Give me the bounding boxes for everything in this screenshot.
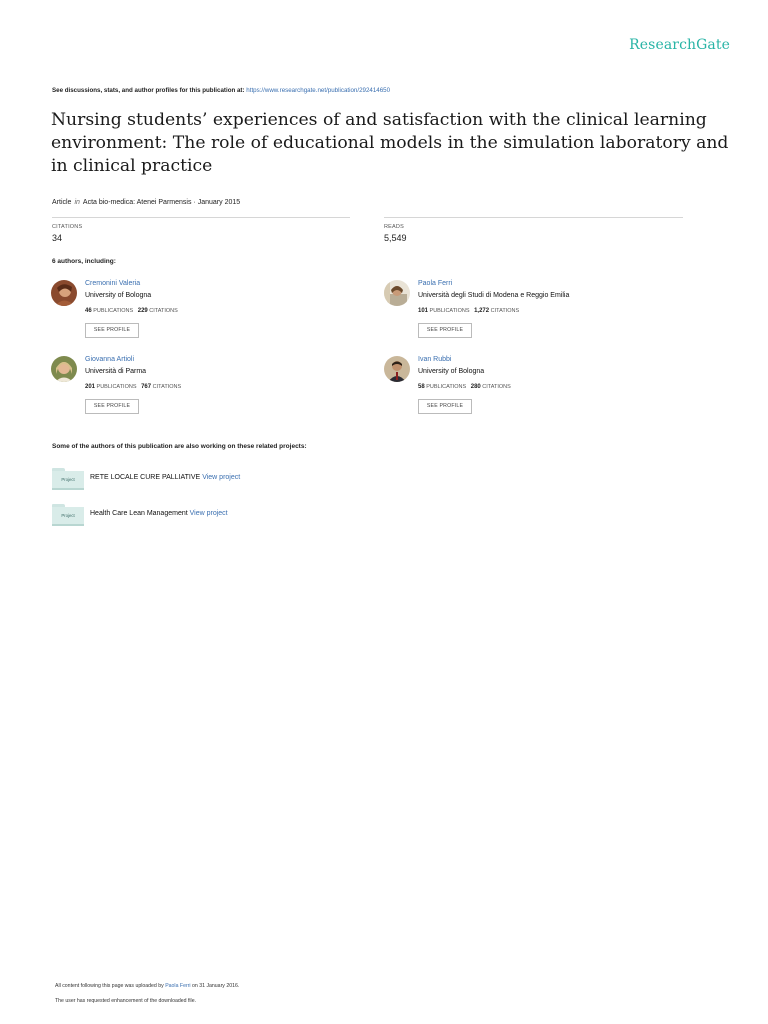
author-institution: University of Bologna — [85, 292, 152, 299]
avatar[interactable] — [51, 356, 77, 382]
see-profile-button[interactable]: SEE PROFILE — [418, 399, 472, 414]
citations-label: CITATIONS — [482, 384, 511, 390]
project-text — [90, 474, 240, 481]
project-name: RETE LOCALE CURE PALLIATIVE — [90, 474, 201, 481]
uploaded-suffix: on 31 January 2016. — [192, 983, 240, 989]
related-projects-heading: Some of the authors of this publication are also working on these related projects: — [52, 443, 307, 450]
see-profile-button[interactable]: SEE PROFILE — [418, 323, 472, 338]
meta-in: in — [74, 199, 80, 206]
citations-label: CITATIONS — [152, 384, 182, 390]
citations-value: 34 — [52, 233, 63, 243]
author-name-link[interactable]: Giovanna Artioli — [85, 356, 135, 363]
reads-label: READS — [384, 224, 404, 230]
reads-divider — [384, 217, 683, 218]
journal-name: Acta bio-medica: Atenei Parmensis — [82, 199, 192, 206]
see-discussions-line — [52, 87, 390, 94]
uploaded-prefix: All content following this page was uploaded by — [55, 983, 164, 989]
author-stats — [85, 308, 178, 314]
project-item — [52, 504, 552, 528]
citations-count: 280 — [470, 384, 481, 390]
project-text — [90, 510, 228, 517]
publications-count: 201 — [85, 384, 96, 390]
article-type: Article — [52, 199, 72, 206]
meta-separator: · — [193, 199, 196, 206]
citations-label: CITATIONS — [149, 308, 178, 314]
publication-meta — [52, 199, 240, 206]
citations-label: CITATIONS — [52, 224, 83, 230]
author-stats — [418, 308, 519, 314]
project-folder-icon — [52, 468, 84, 490]
project-folder-icon — [52, 504, 84, 526]
publications-label: PUBLICATIONS — [429, 308, 470, 314]
view-project-link[interactable]: View project — [189, 510, 228, 517]
author-card — [51, 280, 351, 350]
uploader-link[interactable]: Paola Ferri — [165, 983, 191, 989]
project-icon-label: Project — [52, 507, 84, 526]
see-profile-button[interactable]: SEE PROFILE — [85, 399, 139, 414]
enhancement-note: The user has requested enhancement of the downloaded file. — [55, 998, 197, 1004]
avatar[interactable] — [51, 280, 77, 306]
publications-count: 101 — [418, 308, 429, 314]
project-item — [52, 468, 552, 492]
citations-count: 767 — [141, 384, 152, 390]
see-profile-button[interactable]: SEE PROFILE — [85, 323, 139, 338]
publications-label: PUBLICATIONS — [96, 384, 137, 390]
citations-count: 1,272 — [474, 308, 490, 314]
publication-url-link[interactable]: https://www.researchgate.net/publication/292414650 — [246, 87, 391, 94]
author-institution: Università degli Studi di Modena e Reggio Emilia — [418, 292, 570, 299]
author-stats — [418, 384, 511, 390]
view-project-link[interactable]: View project — [202, 474, 241, 481]
publication-title: Nursing students’ experiences of and satisfaction with the clinical learning environment: The role of educational models in the simulation laboratory and in clinical practice — [51, 110, 729, 176]
publications-label: PUBLICATIONS — [93, 308, 134, 314]
author-card — [384, 280, 684, 350]
reads-value: 5,549 — [384, 233, 407, 243]
author-card — [384, 356, 684, 426]
publications-count: 46 — [85, 308, 92, 314]
citations-divider — [52, 217, 350, 218]
project-name: Health Care Lean Management — [90, 510, 188, 517]
avatar[interactable] — [384, 280, 410, 306]
author-institution: University of Bologna — [418, 368, 485, 375]
publication-date: January 2015 — [197, 199, 241, 206]
publications-count: 58 — [418, 384, 425, 390]
researchgate-logo[interactable]: ResearchGate — [629, 37, 730, 53]
authors-heading: 6 authors, including: — [52, 258, 116, 265]
see-line-prefix: See discussions, stats, and author profiles for this publication at: — [52, 87, 245, 94]
avatar[interactable] — [384, 356, 410, 382]
author-name-link[interactable]: Ivan Rubbi — [418, 356, 452, 363]
uploaded-by-line — [55, 983, 239, 989]
author-institution: Università di Parma — [85, 368, 147, 375]
author-stats — [85, 384, 181, 390]
author-name-link[interactable]: Cremonini Valeria — [85, 280, 141, 287]
project-icon-label: Project — [52, 471, 84, 490]
author-name-link[interactable]: Paola Ferri — [418, 280, 453, 287]
citations-count: 229 — [137, 308, 148, 314]
author-card — [51, 356, 351, 426]
publications-label: PUBLICATIONS — [426, 384, 467, 390]
citations-label: CITATIONS — [490, 308, 520, 314]
